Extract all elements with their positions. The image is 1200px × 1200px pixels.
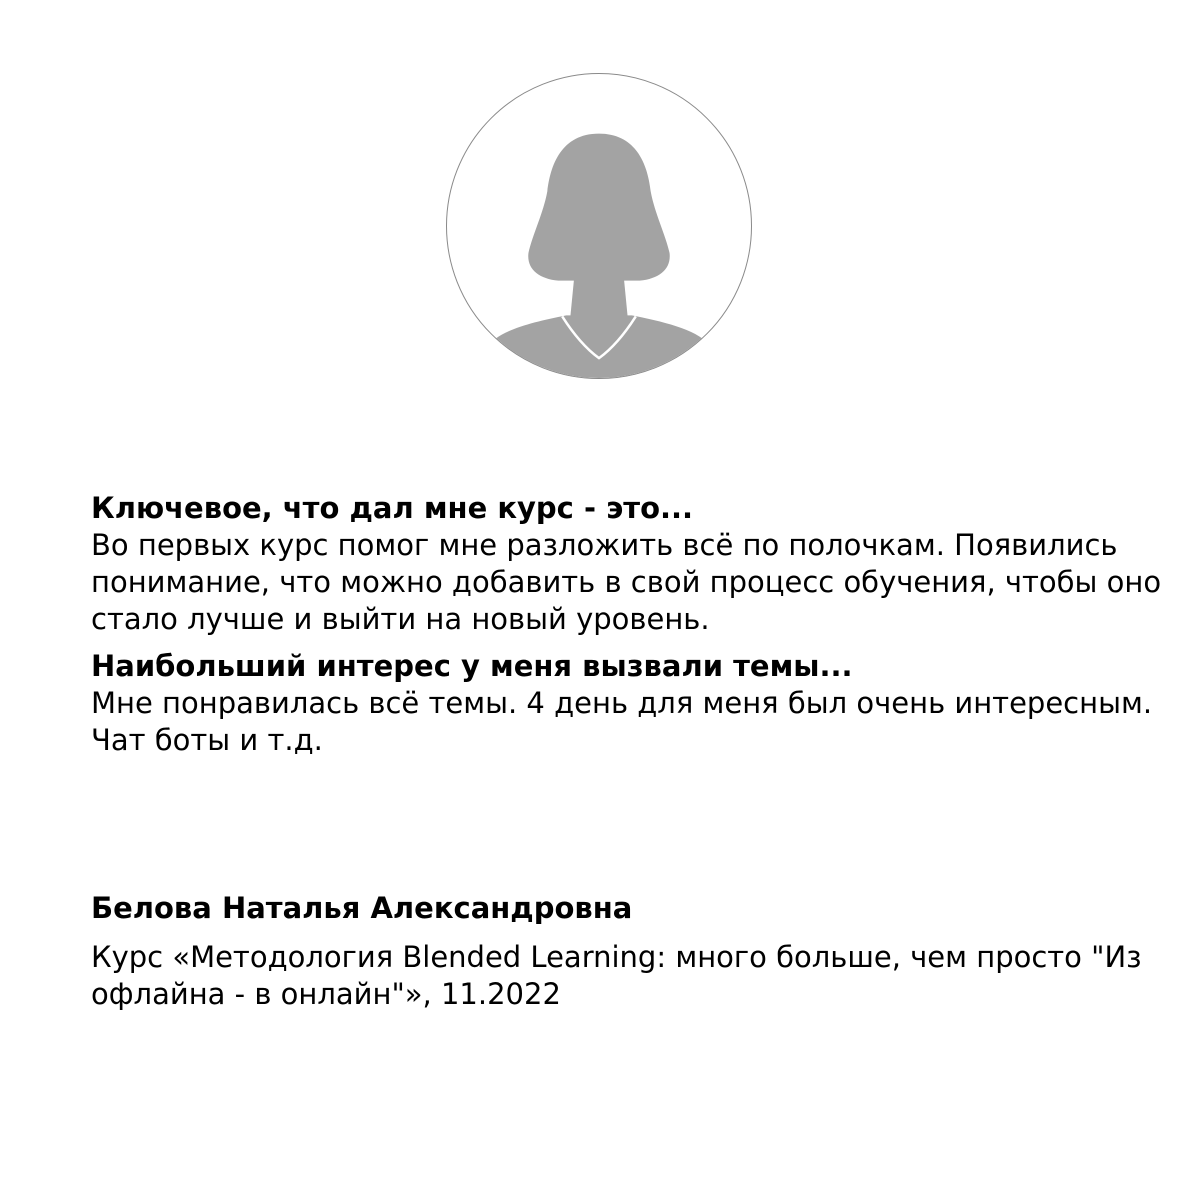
section-interesting-topics [91,648,1171,759]
section-key-takeaway [91,490,1171,638]
section-heading: Наибольший интерес у меня вызвали темы... [91,649,853,683]
section-text: Мне понравилась всё темы. 4 день для меня был очень интересным. Чат боты и т.д. [91,686,1153,757]
section-heading: Ключевое, что дал мне курс - это... [91,491,694,525]
person-silhouette-icon [447,74,751,378]
course-info: Курс «Методология Blended Learning: много больше, чем просто "Из офлайна - в онлайн"», 11.2022 [91,940,1142,1011]
testimonial-content [91,490,1171,769]
section-text: Во первых курс помог мне разложить всё по полочкам. Появились понимание, что можно добавить в свой процесс обучения, чтобы оно стало лучше и выйти на новый уровень. [91,528,1162,636]
author-name: Белова Наталья Александровна [91,891,633,925]
avatar [446,73,752,379]
